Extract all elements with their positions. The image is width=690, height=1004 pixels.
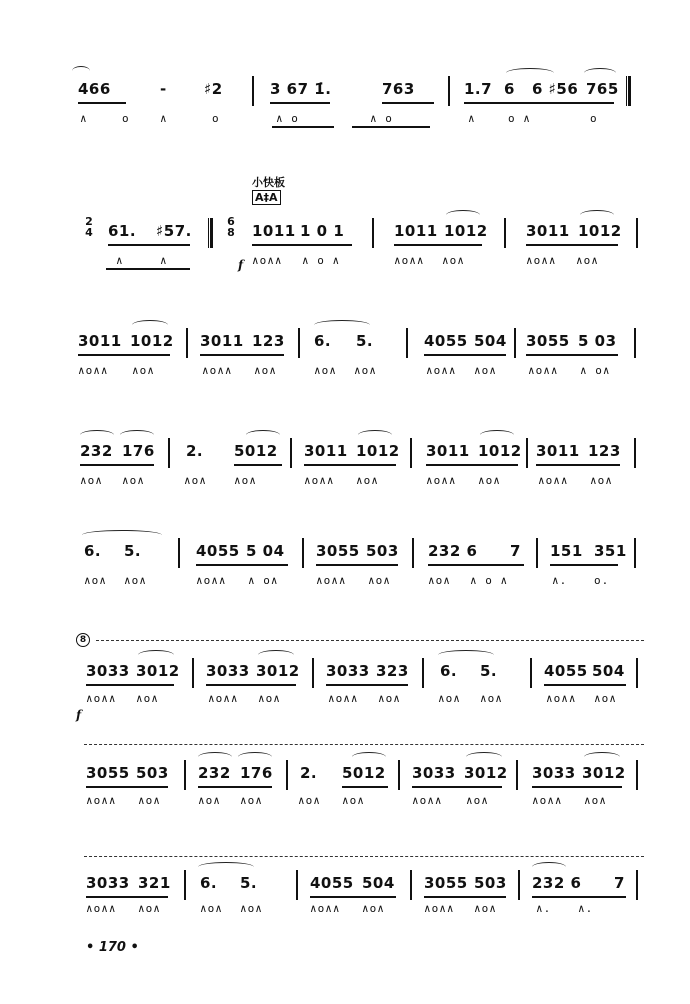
note-group: 151	[550, 542, 583, 560]
note-group: 321	[138, 874, 171, 892]
note-group: 6	[504, 80, 515, 98]
note-group: 3055	[316, 542, 360, 560]
note-group: 123	[252, 332, 285, 350]
note-group: 1012	[356, 442, 400, 460]
barline	[184, 760, 186, 790]
dynamic-marking: f	[76, 708, 82, 722]
note-group: 504	[474, 332, 507, 350]
barline	[530, 658, 532, 688]
note-group: 3055	[86, 764, 130, 782]
note-group: 5.	[356, 332, 374, 350]
note-group: 4055	[196, 542, 240, 560]
note-group: 123	[588, 442, 621, 460]
barline	[252, 76, 254, 106]
note-group: ♯57.	[156, 222, 192, 240]
barline	[312, 658, 314, 688]
note-group: 5.	[480, 662, 498, 680]
slur	[584, 68, 616, 78]
note-group: 504	[592, 662, 625, 680]
note-group: 503	[366, 542, 399, 560]
time-signature: 2 4	[85, 215, 93, 239]
articulation-row: ∧o∧∧ ∧o∧ ∧o∧ ∧o∧ ∧o∧∧ ∧o∧ ∧o∧∧ ∧o∧ ∧. ∧.	[86, 902, 594, 915]
note-group: 6.	[84, 542, 102, 560]
tempo-marking: 小快板	[252, 176, 285, 189]
note-group: 3012	[582, 764, 626, 782]
barline	[514, 328, 516, 358]
note-group: 3033	[86, 662, 130, 680]
note-group: 5012	[234, 442, 278, 460]
note-group: 503	[136, 764, 169, 782]
note-group: 3011	[200, 332, 244, 350]
barline	[398, 760, 400, 790]
barline	[422, 658, 424, 688]
note-group: 232 6	[532, 874, 582, 892]
dashed-rule	[96, 640, 644, 641]
note-group: 3011	[304, 442, 348, 460]
page-number: • 170 •	[86, 940, 139, 955]
dashed-rule	[84, 744, 644, 745]
note-group: 6.	[200, 874, 218, 892]
note-group: 5 03	[578, 332, 617, 350]
barline	[448, 76, 450, 106]
barline	[302, 538, 304, 568]
barline	[518, 870, 520, 900]
note-group: 3012	[136, 662, 180, 680]
note-group: 323	[376, 662, 409, 680]
note-group: 503	[474, 874, 507, 892]
barline	[536, 538, 538, 568]
note-group: 504	[362, 874, 395, 892]
barline	[516, 760, 518, 790]
note-group: 466	[78, 80, 111, 98]
barline	[636, 218, 638, 248]
note-group: 3033	[206, 662, 250, 680]
note-group: 5 04	[246, 542, 285, 560]
barline	[298, 328, 300, 358]
barline	[636, 870, 638, 900]
note-group: 232	[80, 442, 113, 460]
note-group: 3012	[256, 662, 300, 680]
barline	[634, 438, 636, 468]
note-group: 3033	[326, 662, 370, 680]
note-group: 1.7	[464, 80, 493, 98]
tempo-submarking: A‡A	[252, 190, 281, 205]
note-group: 61.	[108, 222, 137, 240]
note-group: 3055	[526, 332, 570, 350]
articulation-row: ∧o∧∧ ∧o∧ ∧o∧∧ ∧o∧ ∧o∧ ∧o∧ ∧o∧∧ ∧o∧ ∧o∧∧ ∧ o∧	[78, 364, 611, 377]
slur	[506, 68, 554, 78]
note-group: 2.	[300, 764, 318, 782]
note-group: 1011	[394, 222, 438, 240]
note-group: 4055	[310, 874, 354, 892]
barline	[184, 870, 186, 900]
barline	[504, 218, 506, 248]
barline	[168, 438, 170, 468]
note-group: 7	[510, 542, 521, 560]
note-group: 232 6	[428, 542, 478, 560]
note-group: 1 0 1	[300, 222, 345, 240]
time-signature: 6 8	[227, 215, 235, 239]
note-group: 3 67 1̇.	[270, 80, 332, 98]
articulation-row: ∧o∧∧ ∧o∧ ∧o∧∧ ∧o∧ ∧o∧∧ ∧o∧ ∧o∧ ∧o∧ ∧o∧∧ ∧o∧	[86, 692, 617, 705]
barline	[636, 760, 638, 790]
barline	[296, 870, 298, 900]
note-group: 1012	[578, 222, 622, 240]
tie-slur	[72, 66, 90, 76]
articulation-row: ∧o∧ ∧o∧ ∧o∧∧ ∧ o∧ ∧o∧∧ ∧o∧ ∧o∧ ∧ o ∧ ∧. o.	[84, 574, 610, 587]
note-group: 3012	[464, 764, 508, 782]
note-group: 3011	[426, 442, 470, 460]
note-group: 4055	[544, 662, 588, 680]
articulation-row: ∧o∧ ∧o∧ ∧o∧ ∧o∧ ∧o∧∧ ∧o∧ ∧o∧∧ ∧o∧ ∧o∧∧ ∧o∧	[80, 474, 613, 487]
articulation-row: ∧ o ∧ o ∧ o ∧ o ∧ o ∧ o	[80, 112, 598, 125]
note-group: ♯2	[204, 80, 223, 98]
note-group: 176	[240, 764, 273, 782]
note-group: 765	[586, 80, 619, 98]
note-group: 5.	[124, 542, 142, 560]
barline	[636, 658, 638, 688]
note-group: 3033	[86, 874, 130, 892]
note-group: 176	[122, 442, 155, 460]
dynamic-marking: f	[238, 258, 244, 272]
barline	[410, 438, 412, 468]
note-group: 5012	[342, 764, 386, 782]
barline	[186, 328, 188, 358]
note-group: 3011	[78, 332, 122, 350]
articulation-row: ∧o∧∧ ∧o∧ ∧o∧ ∧o∧ ∧o∧ ∧o∧ ∧o∧∧ ∧o∧ ∧o∧∧ ∧o∧	[86, 794, 607, 807]
note-group: 1012	[478, 442, 522, 460]
dashed-rule	[84, 856, 644, 857]
articulation-row: ∧ ∧ ∧o∧∧ ∧ o ∧ ∧o∧∧ ∧o∧ ∧o∧∧ ∧o∧	[116, 254, 599, 267]
barline	[634, 328, 636, 358]
barline-double	[626, 76, 631, 106]
barline	[406, 328, 408, 358]
note-group: 5.	[240, 874, 258, 892]
barline	[526, 438, 528, 468]
note-group: 3011	[526, 222, 570, 240]
barline	[286, 760, 288, 790]
barline	[290, 438, 292, 468]
note-group: 3033	[532, 764, 576, 782]
note-group: 7	[614, 874, 625, 892]
note-group: 4055	[424, 332, 468, 350]
note-group: 3033	[412, 764, 456, 782]
barline	[192, 658, 194, 688]
note-group: 1012	[444, 222, 488, 240]
note-group: 1011	[252, 222, 296, 240]
barline	[634, 538, 636, 568]
rehearsal-mark: 8	[76, 633, 90, 647]
barline	[410, 870, 412, 900]
note-group: 1012	[130, 332, 174, 350]
note-group: 3055	[424, 874, 468, 892]
note-group: 351	[594, 542, 627, 560]
note-group: -	[160, 80, 167, 98]
note-group: 6.	[314, 332, 332, 350]
note-group: 2.	[186, 442, 204, 460]
barline	[178, 538, 180, 568]
note-group: 3011	[536, 442, 580, 460]
note-group: 6.	[440, 662, 458, 680]
barline	[372, 218, 374, 248]
barline-double	[208, 218, 213, 248]
note-group: 6 ♯56	[532, 80, 579, 98]
barline	[412, 538, 414, 568]
note-group: 232	[198, 764, 231, 782]
note-group: 763	[382, 80, 415, 98]
